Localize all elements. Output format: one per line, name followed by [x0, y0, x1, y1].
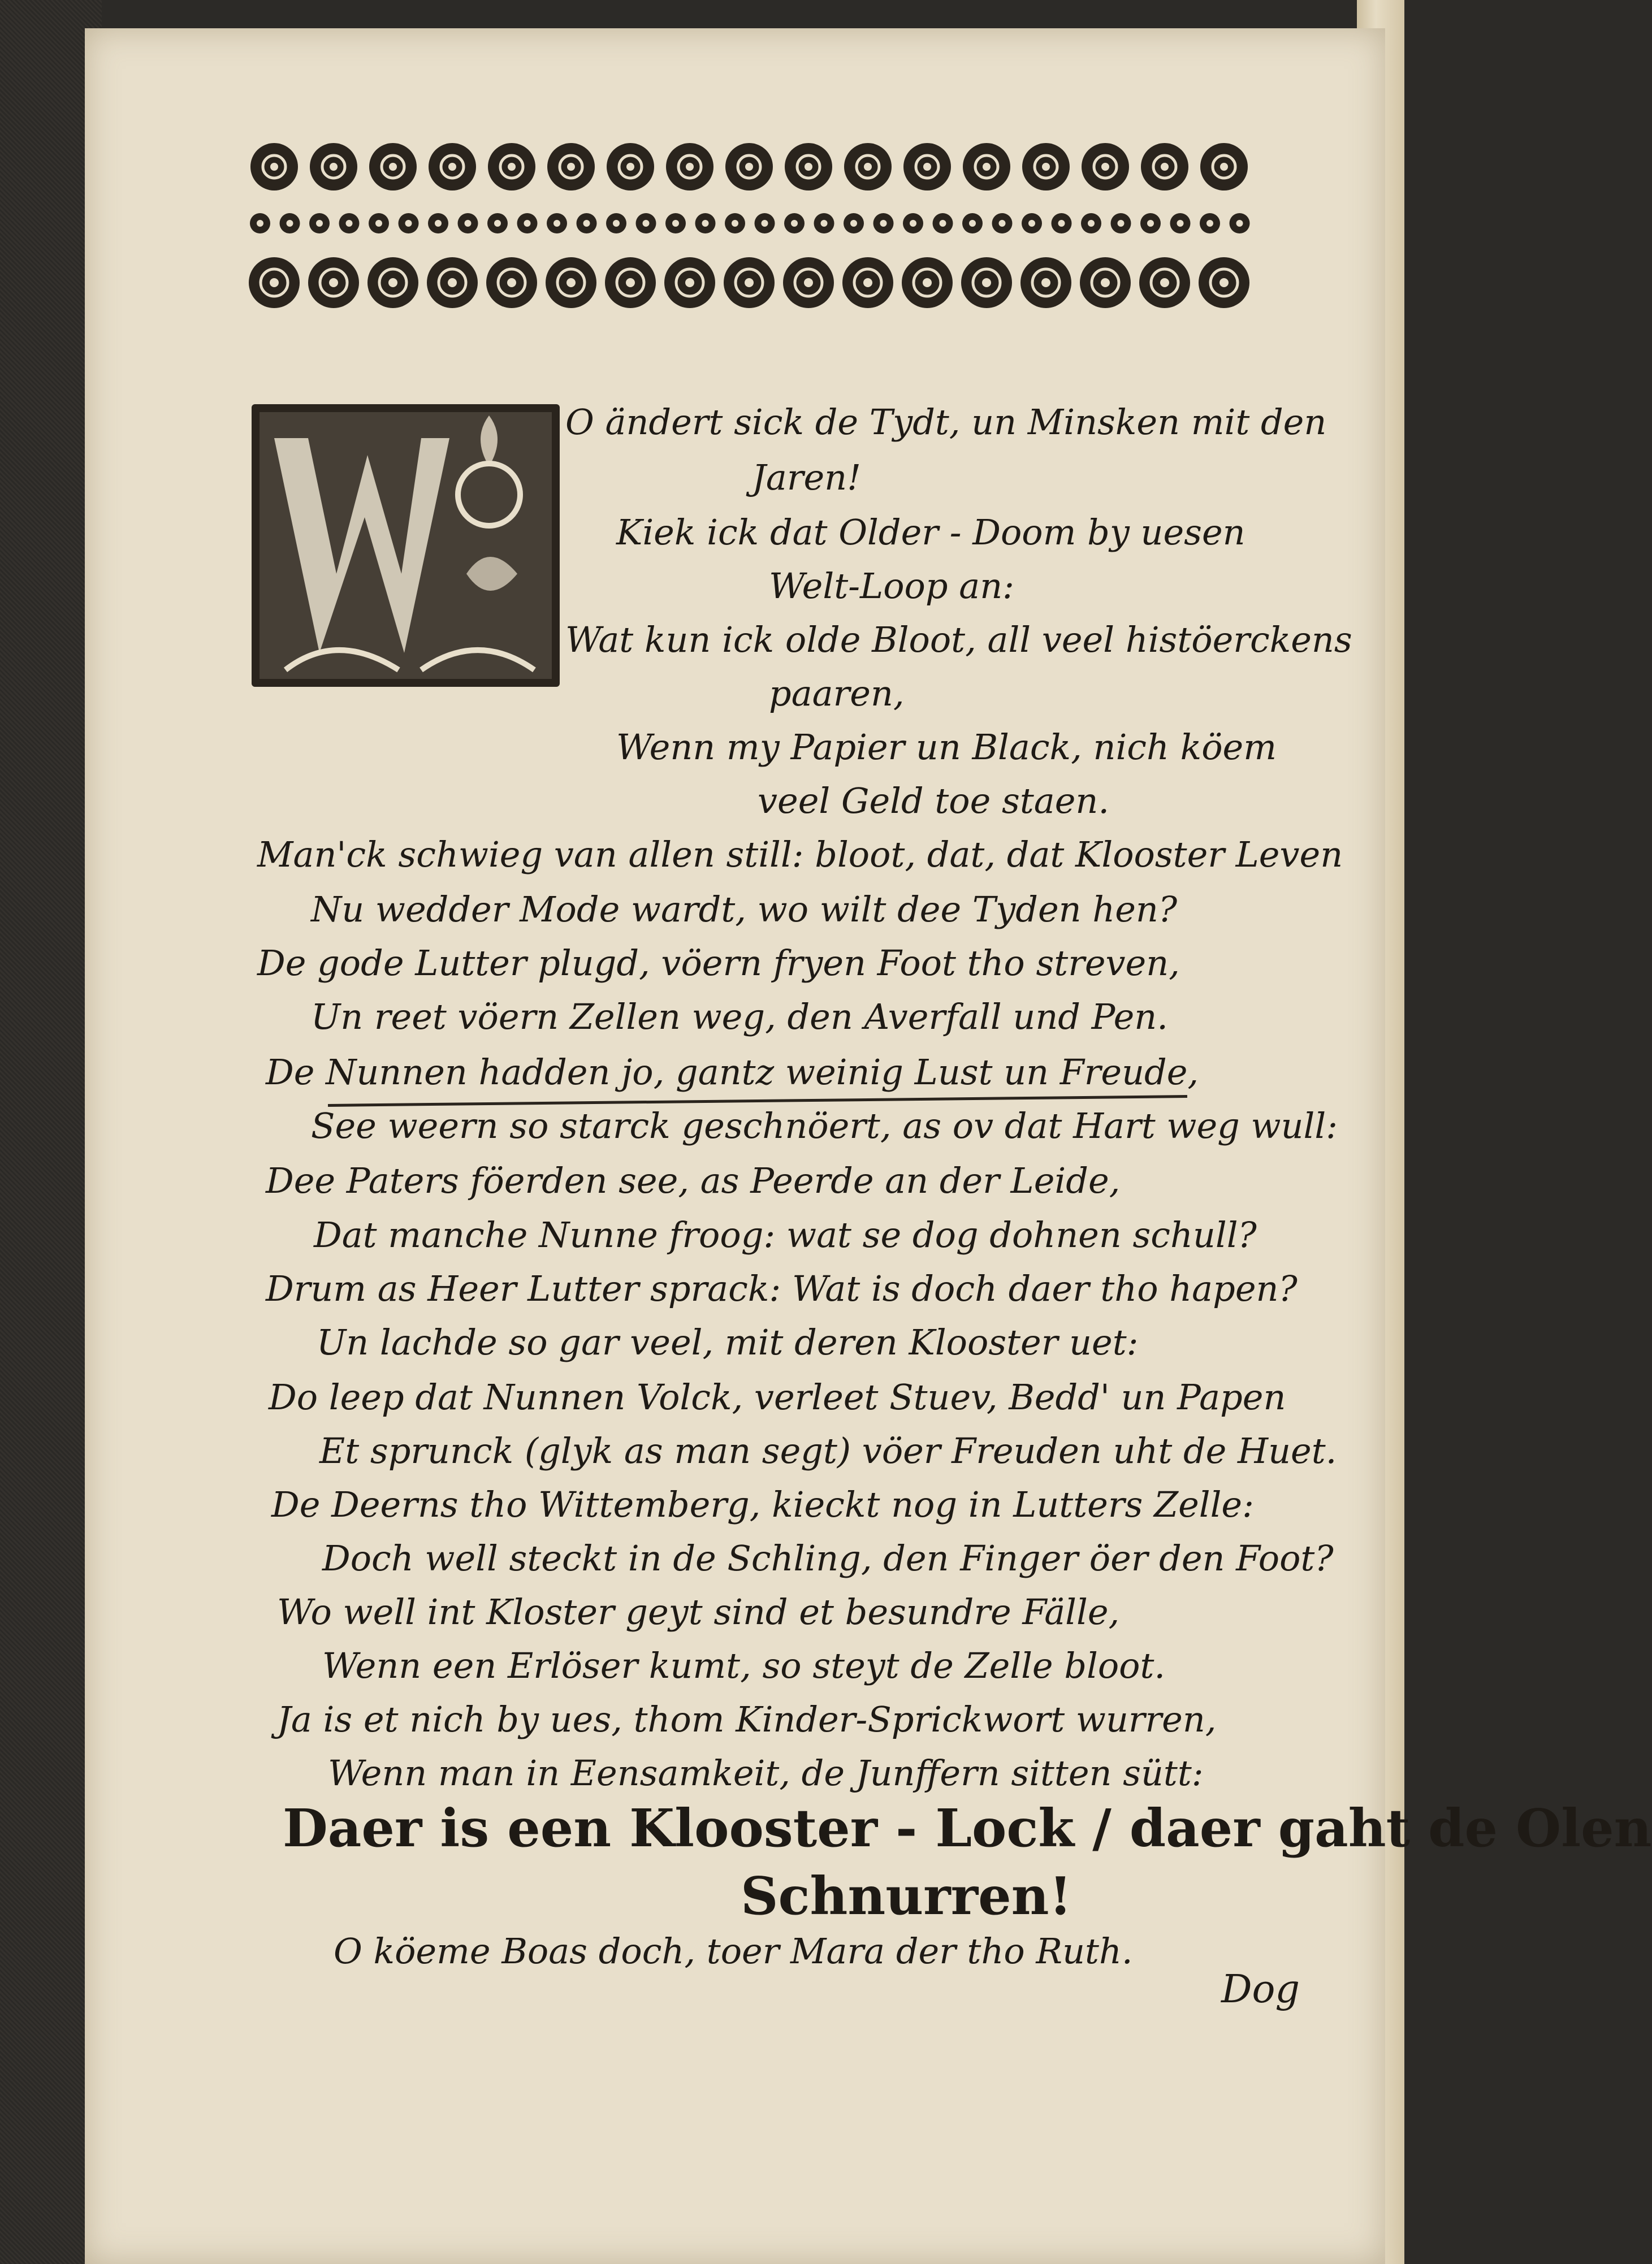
- poem-line: Wenn my Papier un Black, nich köem: [616, 726, 1277, 768]
- poem-line: Wo well int Kloster geyt sind et besundre Fälle,: [277, 1591, 1120, 1633]
- poem-line: O ändert sick de Tydt, un Minsken mit den: [565, 401, 1327, 443]
- poem-line: Welt-Loop an:: [769, 565, 1015, 607]
- poem-line: Un lachde so gar veel, mit deren Klooster uet:: [317, 1322, 1139, 1363]
- poem-line: paaren,: [769, 673, 905, 714]
- poem-line: Dat manche Nunne froog: wat se dog dohnen schull?: [314, 1214, 1257, 1256]
- poem-line: Dee Paters föerden see, as Peerde an der Leide,: [266, 1160, 1121, 1201]
- poem-line: De gode Lutter plugd, vöern fryen Foot tho streven,: [257, 942, 1180, 984]
- poem-line: Kiek ick dat Older - Doom by uesen: [616, 512, 1246, 553]
- catchword: Dog: [1221, 1967, 1300, 2012]
- poem-line: Wenn een Erlöser kumt, so steyt de Zelle bloot.: [322, 1645, 1166, 1686]
- poem-line: Jaren!: [752, 457, 861, 498]
- poem-line: Drum as Heer Lutter sprack: Wat is doch daer tho hapen?: [266, 1268, 1298, 1309]
- ornament-band-icon: [243, 133, 1255, 317]
- poem-line: Nu wedder Mode wardt, wo wilt dee Tyden hen?: [311, 889, 1178, 930]
- poem-line: Doch well steckt in de Schling, den Finger öer den Foot?: [322, 1538, 1334, 1579]
- poem-line: Wat kun ick olde Bloot, all veel histöerckens: [565, 619, 1352, 660]
- poem-line: veel Geld toe staen.: [758, 780, 1110, 821]
- poem-line-emphasis: Schnurren!: [741, 1865, 1072, 1927]
- poem-line: See weern so starck geschnöert, as ov dat Hart weg wull:: [311, 1105, 1338, 1146]
- poem-line: De Nunnen hadden jo, gantz weinig Lust un Freude,: [266, 1051, 1199, 1093]
- poem-line: Ja is et nich by ues, thom Kinder-Sprickwort wurren,: [277, 1699, 1217, 1740]
- poem-line: Un reet vöern Zellen weg, den Averfall und Pen.: [311, 996, 1168, 1037]
- poem-line: Wenn man in Eensamkeit, de Junffern sitten sütt:: [328, 1752, 1204, 1794]
- poem-line: O köeme Boas doch, toer Mara der tho Ruth.: [334, 1930, 1133, 1972]
- poem-line: De Deerns tho Wittemberg, kieckt nog in Lutters Zelle:: [271, 1484, 1254, 1525]
- poem-line-emphasis: Daer is een Klooster - Lock / daer gaht de Olen: [283, 1798, 1652, 1859]
- poem-line: Man'ck schwieg van allen still: bloot, dat, dat Klooster Leven: [257, 834, 1343, 875]
- poem-line: Do leep dat Nunnen Volck, verleet Stuev, Bedd' un Papen: [269, 1376, 1286, 1418]
- decorated-initial-icon: [252, 404, 560, 687]
- poem-line: Et sprunck (glyk as man segt) vöer Freuden uht de Huet.: [319, 1430, 1337, 1471]
